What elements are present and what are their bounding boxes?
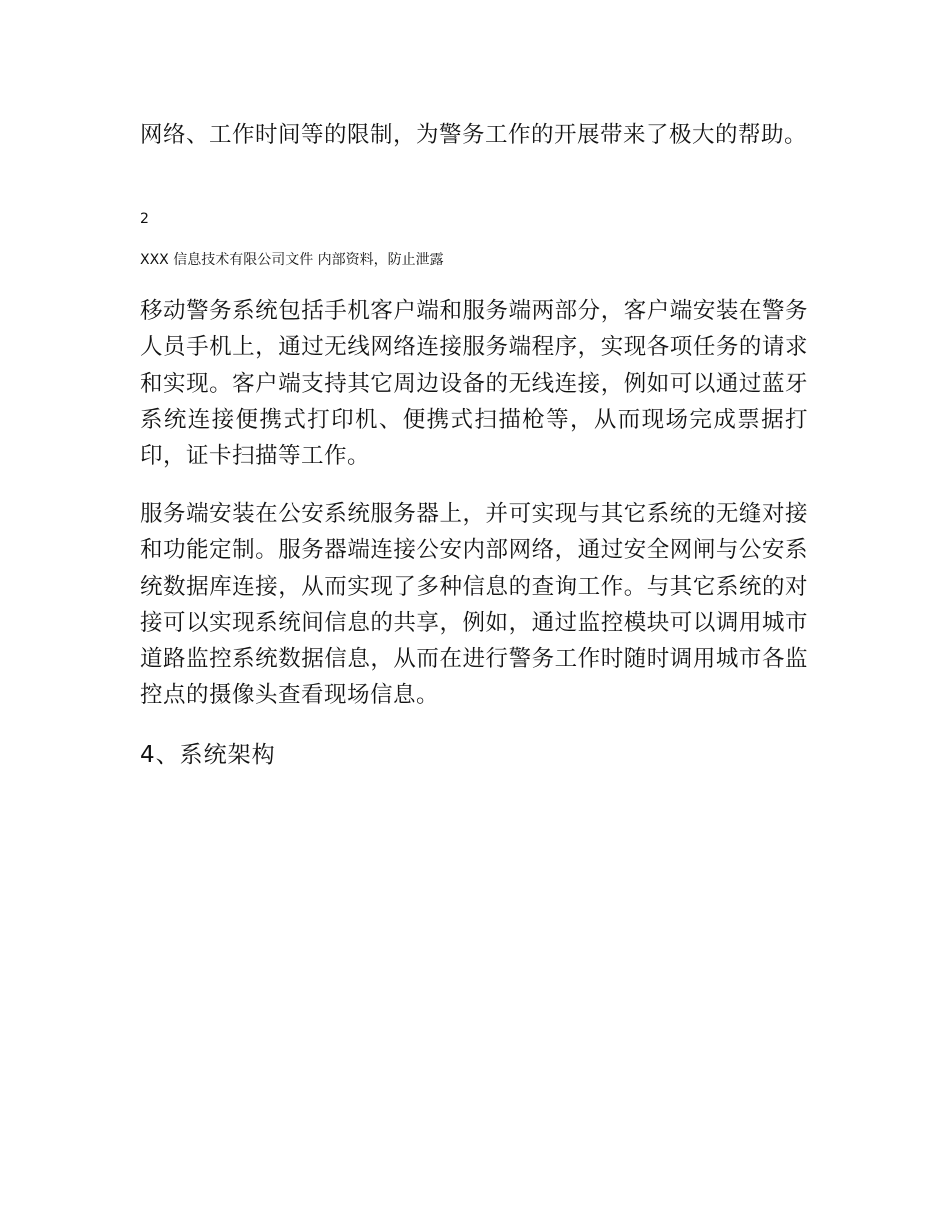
section-heading-system-architecture: 4、系统架构 <box>140 742 276 768</box>
paragraph-server-description: 服务端安装在公安系统服务器上，并可实现与其它系统的无缝对接和功能定制。服务器端连接公安内部网络，通过安全网闸与公安系统数据库连接，从而实现了多种信息的查询工作。与其它系统的对接可以实现系统间信息的共享，例如，通过监控模块可以调用城市道路监控系统数据信息，从而在进行警务工作时随时调用城市各监控点的摄像头查看现场信息。 <box>140 501 808 709</box>
page-number: 2 <box>140 211 149 227</box>
paragraph-client-description: 移动警务系统包括手机客户端和服务端两部分，客户端安装在警务人员手机上，通过无线网络连接服务端程序，实现各项任务的请求和实现。客户端支持其它周边设备的无线连接，例如可以通过蓝牙系统连接便携式打印机、便携式扫描枪等，从而现场完成票据打印，证卡扫描等工作。 <box>140 298 808 470</box>
paragraph-continuation: 网络、工作时间等的限制，为警务工作的开展带来了极大的帮助。 <box>140 122 808 148</box>
document-header-note: XXX 信息技术有限公司文件 内部资料，防止泄露 <box>140 252 444 268</box>
